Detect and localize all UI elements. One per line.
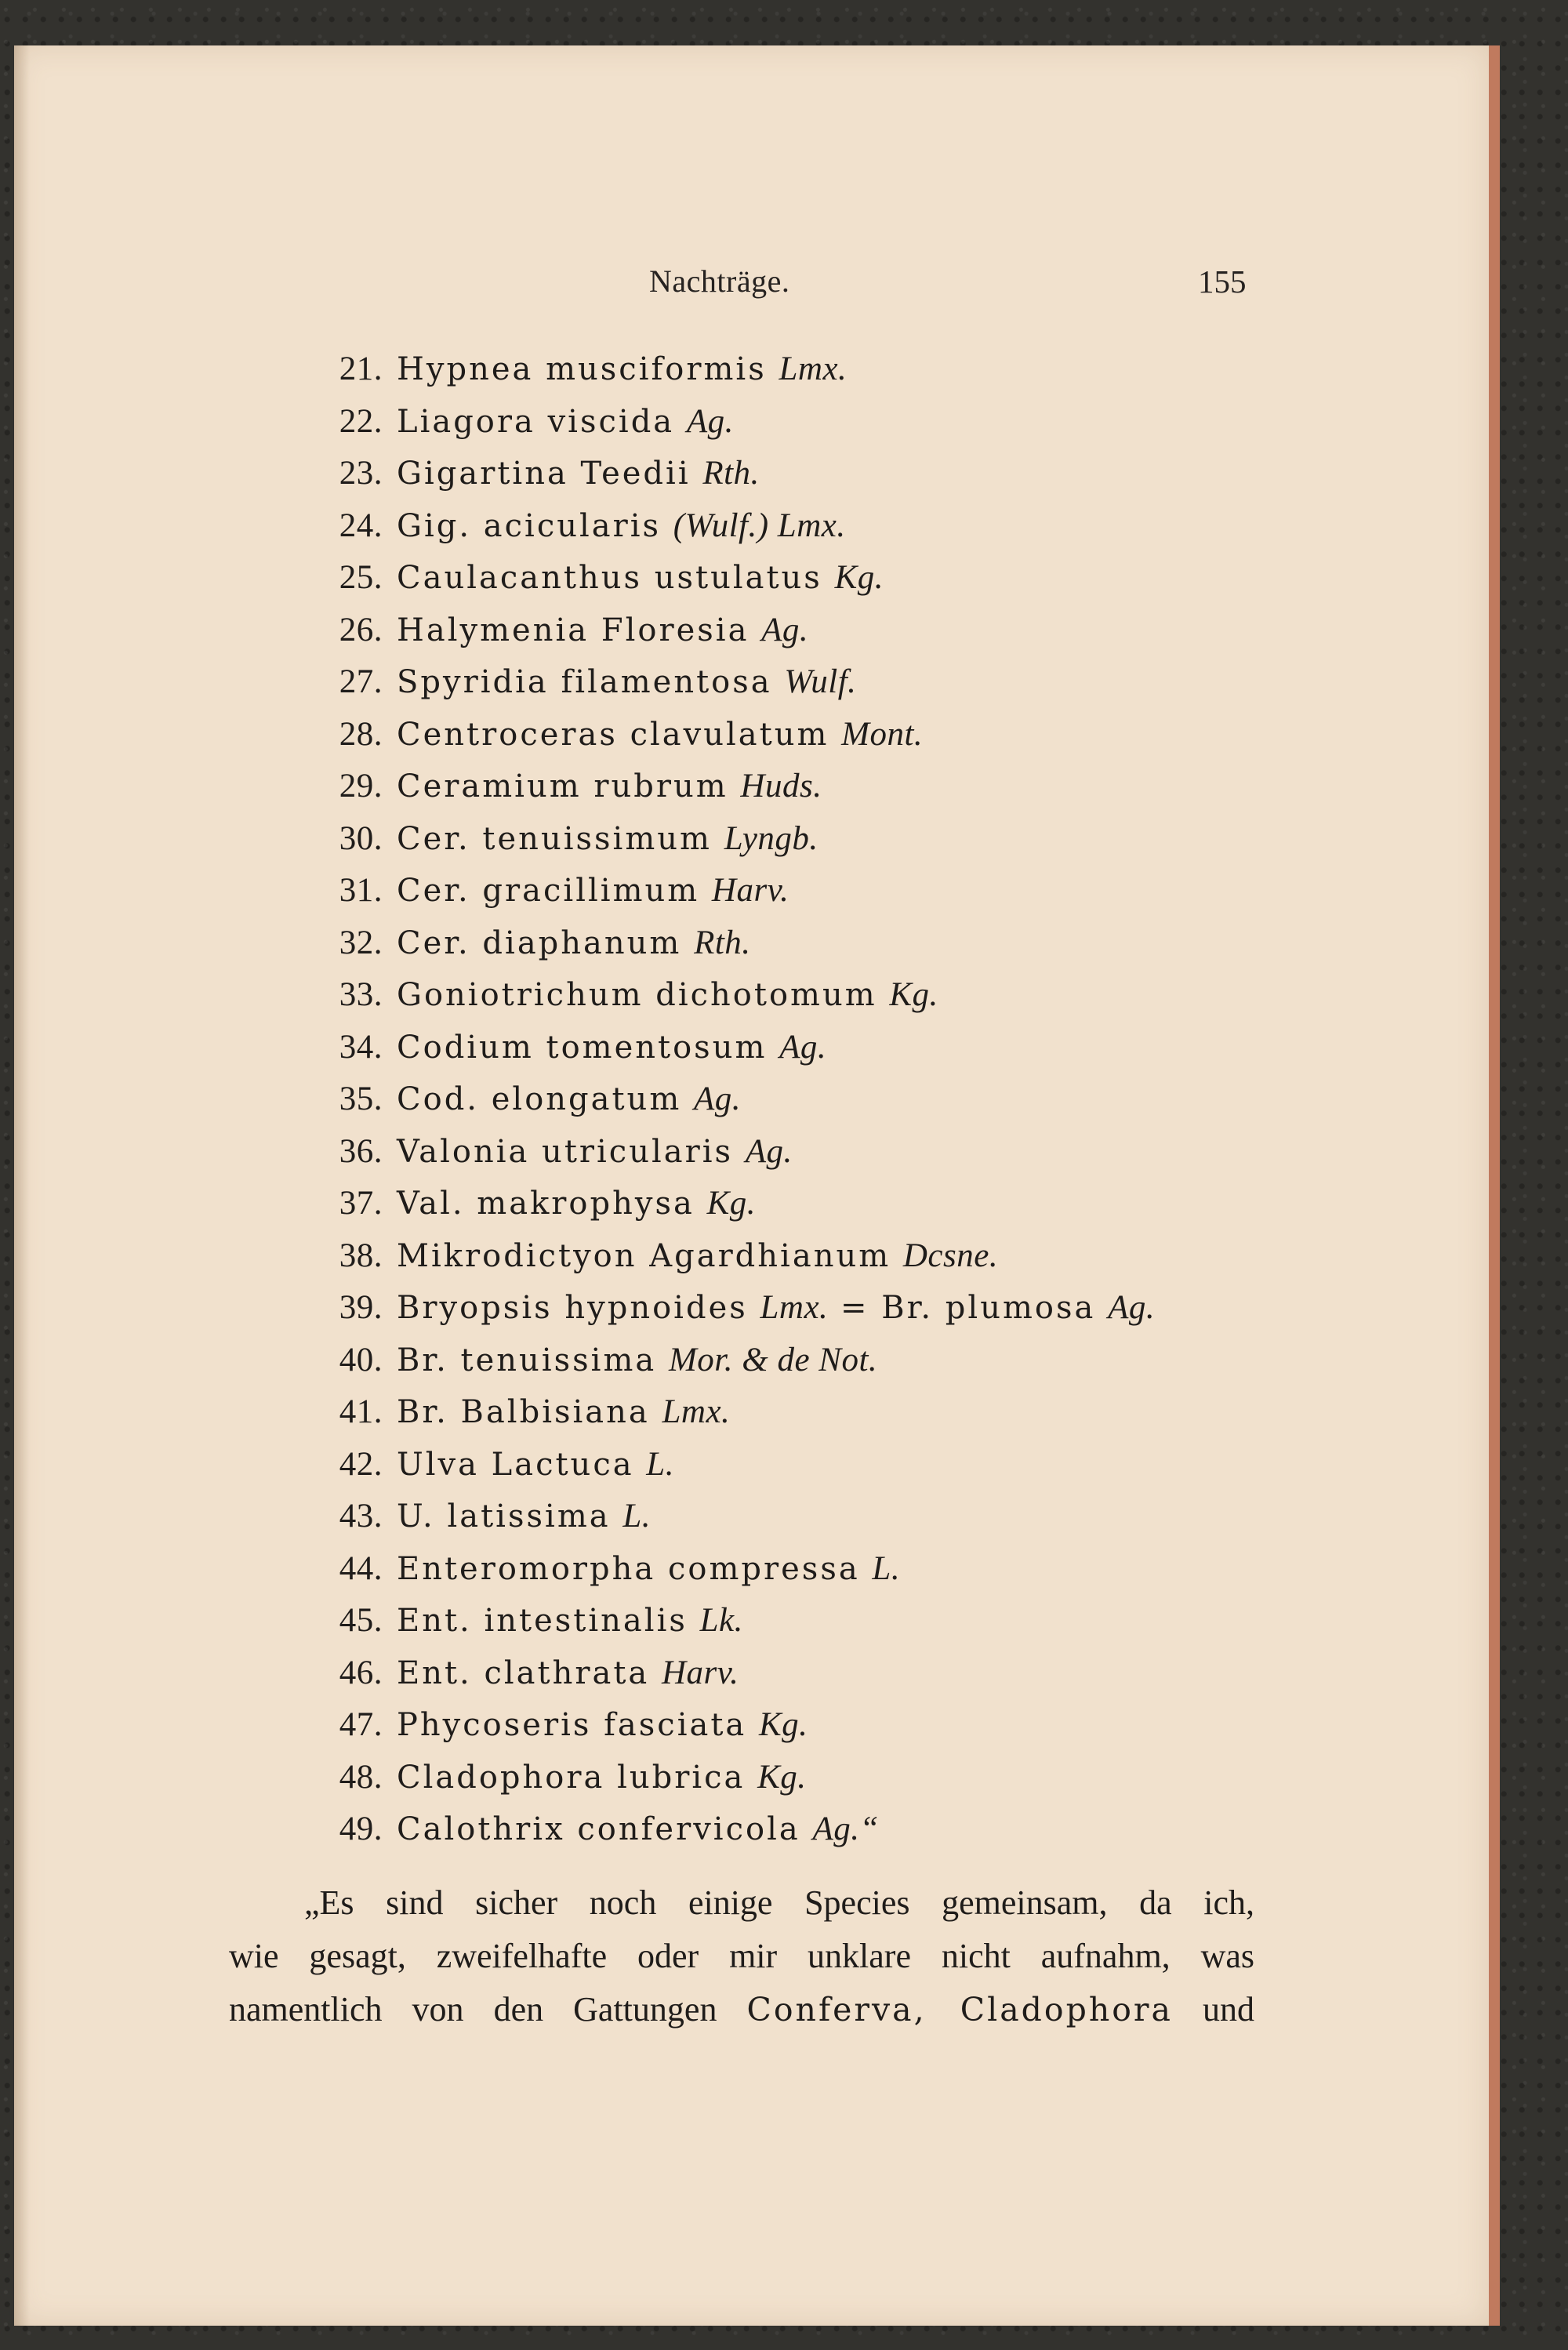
entry-number: 32. xyxy=(339,924,383,961)
entry-number: 45. xyxy=(339,1602,383,1639)
species-authority: Dcsne. xyxy=(902,1237,999,1274)
species-entry xyxy=(314,1698,1270,1751)
species-name xyxy=(397,813,818,866)
species-authority: Mont. xyxy=(841,715,924,753)
species-entry xyxy=(314,1438,1270,1491)
species-binomial: Bryopsis hypnoides xyxy=(397,1290,748,1326)
species-binomial: Valonia utricularis xyxy=(397,1133,734,1170)
species-authority: Ag. xyxy=(761,611,809,648)
species-name xyxy=(397,396,734,449)
paragraph-line xyxy=(229,1983,1254,2036)
entry-number: 39. xyxy=(339,1289,383,1326)
entry-number: 35. xyxy=(339,1081,383,1117)
species-authority: Ag. xyxy=(745,1132,793,1170)
species-name xyxy=(397,1595,743,1647)
running-title: Nachträge. xyxy=(649,263,790,299)
species-name xyxy=(397,1491,651,1543)
species-entry xyxy=(314,1125,1270,1178)
species-authority: L. xyxy=(622,1498,651,1535)
synonym-authority: Ag. xyxy=(1108,1289,1156,1326)
entry-number: 49. xyxy=(339,1811,383,1847)
species-authority: Kg. xyxy=(706,1185,756,1222)
species-name xyxy=(397,1439,674,1491)
species-name xyxy=(397,1282,1155,1335)
entry-number: 21. xyxy=(339,351,383,387)
species-binomial: Cer. gracillimum xyxy=(397,873,700,909)
species-entry xyxy=(314,1177,1270,1229)
paragraph-line: wie gesagt, zweifelhafte oder mir unklare nicht aufnahm, was xyxy=(229,1937,1254,1975)
entry-number: 33. xyxy=(339,976,383,1013)
species-name xyxy=(397,1022,826,1074)
species-binomial: Cod. elongatum xyxy=(397,1081,682,1117)
species-authority: Ag. xyxy=(693,1081,741,1117)
species-authority: Lmx. xyxy=(760,1289,829,1326)
species-entry xyxy=(314,1386,1270,1438)
entry-number: 30. xyxy=(339,819,383,857)
species-binomial: Caulacanthus ustulatus xyxy=(397,560,822,596)
entry-number: 28. xyxy=(339,715,383,753)
species-entry xyxy=(314,1229,1270,1282)
species-binomial: Spyridia filamentosa xyxy=(397,664,772,700)
entry-number: 29. xyxy=(339,768,383,805)
species-binomial: Mikrodictyon Agardhianum xyxy=(397,1237,891,1274)
species-synonym: = Br. plumosa xyxy=(828,1290,1109,1326)
species-entry xyxy=(314,656,1270,708)
entry-number: 38. xyxy=(339,1237,383,1274)
species-authority: Harv. xyxy=(711,872,789,909)
species-entry xyxy=(314,1021,1270,1073)
entry-number: 36. xyxy=(339,1132,383,1170)
species-authority: L. xyxy=(872,1549,901,1587)
entry-number: 37. xyxy=(339,1185,383,1222)
species-binomial: Ulva Lactuca xyxy=(397,1446,634,1483)
species-binomial: Cer. diaphanum xyxy=(397,924,682,961)
paragraph-text: und xyxy=(1172,1990,1254,2029)
entry-number: 24. xyxy=(339,507,383,544)
species-binomial: Cer. tenuissimum xyxy=(397,820,712,857)
paragraph-text: namentlich von den Gattungen xyxy=(229,1990,747,2029)
species-name xyxy=(397,1647,739,1700)
species-binomial: Br. Balbisiana xyxy=(397,1394,650,1430)
entry-number: 26. xyxy=(339,611,383,648)
species-entry xyxy=(314,395,1270,448)
species-authority: Mor. & de Not. xyxy=(668,1341,878,1378)
species-authority: Kg. xyxy=(758,1706,808,1743)
species-entry xyxy=(314,917,1270,969)
species-name xyxy=(397,1803,879,1856)
species-authority: Ag.“ xyxy=(812,1811,879,1847)
species-entry xyxy=(314,604,1270,656)
species-name xyxy=(397,500,846,553)
entry-number: 44. xyxy=(339,1549,383,1587)
entry-number: 27. xyxy=(339,663,383,700)
species-entry xyxy=(314,708,1270,761)
species-entry xyxy=(314,1334,1270,1386)
entry-number: 31. xyxy=(339,872,383,909)
species-binomial: Cladophora lubrica xyxy=(397,1759,746,1796)
species-binomial: Halymenia Floresia xyxy=(397,612,750,648)
species-binomial: Ent. intestinalis xyxy=(397,1603,688,1639)
species-entry xyxy=(314,812,1270,865)
species-entry xyxy=(314,447,1270,499)
species-binomial: Liagora viscida xyxy=(397,403,675,440)
species-authority: Kg. xyxy=(889,976,938,1013)
species-entry xyxy=(314,1073,1270,1125)
entry-number: 48. xyxy=(339,1758,383,1796)
species-authority: Kg. xyxy=(757,1758,807,1796)
species-name xyxy=(397,1386,730,1439)
species-name xyxy=(397,865,789,917)
page-gutter-shadow xyxy=(14,45,30,2326)
species-entry xyxy=(314,551,1270,604)
species-name xyxy=(397,343,847,396)
page-header xyxy=(0,263,1568,310)
species-entry xyxy=(314,1594,1270,1647)
species-entry xyxy=(314,499,1270,552)
genus-names: Conferva, Cladophora xyxy=(746,1991,1173,2029)
body-paragraph xyxy=(229,1876,1254,2036)
species-name xyxy=(397,917,751,970)
species-binomial: Gig. acicularis xyxy=(397,507,662,544)
species-name xyxy=(397,709,923,761)
species-entry xyxy=(314,760,1270,812)
species-entry xyxy=(314,343,1270,395)
species-binomial: Hypnea musciformis xyxy=(397,351,767,387)
species-name xyxy=(397,969,938,1022)
species-authority: Lyngb. xyxy=(724,819,818,857)
entry-number: 42. xyxy=(339,1445,383,1483)
species-authority: Ag. xyxy=(686,402,734,440)
species-name xyxy=(397,1699,808,1752)
species-entry xyxy=(314,1281,1270,1334)
page-number: 155 xyxy=(1198,263,1247,300)
species-name xyxy=(397,552,884,605)
species-entry xyxy=(314,864,1270,917)
species-authority: Wulf. xyxy=(784,663,857,700)
species-binomial: U. latissima xyxy=(397,1498,611,1535)
entry-number: 43. xyxy=(339,1498,383,1535)
entry-number: 41. xyxy=(339,1393,383,1430)
species-name xyxy=(397,1543,900,1596)
species-authority: (Wulf.) Lmx. xyxy=(673,507,846,544)
species-authority: L. xyxy=(646,1445,674,1483)
species-list xyxy=(314,343,1270,1855)
species-binomial: Val. makrophysa xyxy=(397,1186,695,1222)
paragraph-line: „Es sind sicher noch einige Species gemeinsam, da ich, xyxy=(304,1883,1254,1922)
species-authority: Harv. xyxy=(661,1654,739,1691)
entry-number: 47. xyxy=(339,1706,383,1743)
species-entry xyxy=(314,1803,1270,1855)
species-binomial: Ceramium rubrum xyxy=(397,768,728,805)
species-binomial: Codium tomentosum xyxy=(397,1029,768,1066)
species-binomial: Enteromorpha compressa xyxy=(397,1550,860,1587)
species-name xyxy=(397,1126,793,1179)
species-name xyxy=(397,448,760,500)
species-binomial: Calothrix confervicola xyxy=(397,1811,800,1847)
species-authority: Kg. xyxy=(834,559,884,596)
species-name xyxy=(397,1178,756,1230)
species-name xyxy=(397,1335,877,1387)
species-binomial: Gigartina Teedii xyxy=(397,456,691,492)
species-authority: Lk. xyxy=(699,1602,743,1639)
species-name xyxy=(397,605,808,657)
species-entry xyxy=(314,1542,1270,1595)
entry-number: 40. xyxy=(339,1341,383,1378)
species-entry xyxy=(314,1751,1270,1803)
species-name xyxy=(397,1073,741,1126)
entry-number: 25. xyxy=(339,559,383,596)
species-authority: Lmx. xyxy=(662,1393,731,1430)
species-binomial: Phycoseris fasciata xyxy=(397,1707,747,1743)
species-name xyxy=(397,656,856,709)
species-authority: Rth. xyxy=(702,455,760,492)
species-authority: Huds. xyxy=(740,768,822,805)
species-binomial: Centroceras clavulatum xyxy=(397,716,829,753)
species-binomial: Ent. clathrata xyxy=(397,1654,650,1691)
species-binomial: Goniotrichum dichotomum xyxy=(397,977,877,1013)
species-name xyxy=(397,1230,998,1283)
species-entry xyxy=(314,1647,1270,1699)
entry-number: 46. xyxy=(339,1654,383,1691)
species-authority: Ag. xyxy=(779,1028,827,1066)
entry-number: 34. xyxy=(339,1028,383,1066)
species-binomial: Br. tenuissima xyxy=(397,1342,657,1378)
species-entry xyxy=(314,1490,1270,1542)
species-name xyxy=(397,1752,807,1804)
entry-number: 23. xyxy=(339,455,383,492)
species-entry xyxy=(314,968,1270,1021)
species-authority: Lmx. xyxy=(779,351,848,387)
entry-number: 22. xyxy=(339,402,383,440)
species-authority: Rth. xyxy=(694,924,751,961)
species-name xyxy=(397,761,822,813)
